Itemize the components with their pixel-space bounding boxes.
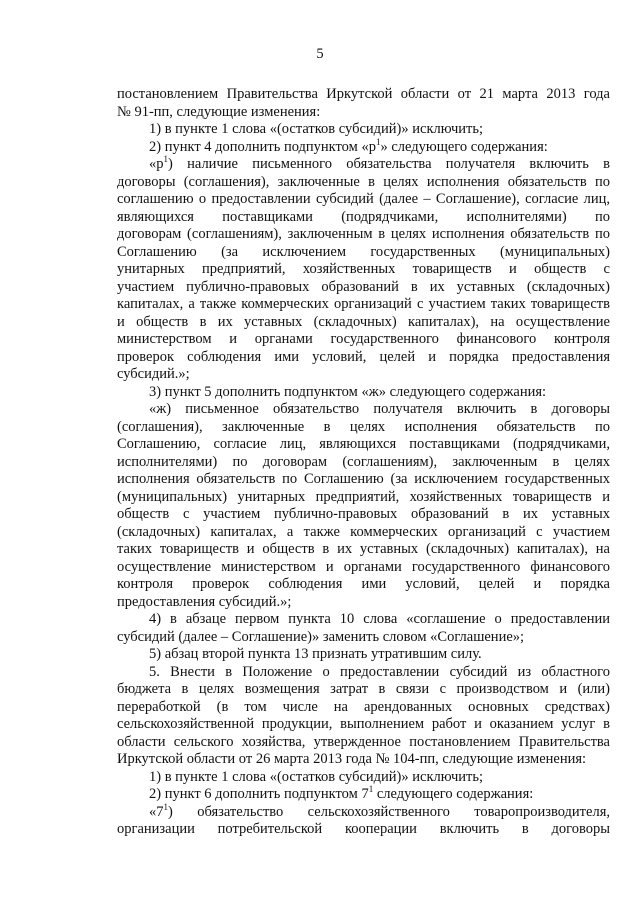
text-line: (складочных) капиталах, а также коммерческих организаций с участием — [117, 523, 610, 540]
text-line: «$7^1$) обязательство сельскохозяйственного товаропроизводителя, — [149, 801, 610, 820]
text-line: переработкой (в том числе на арендованных основных средствах) — [117, 698, 610, 715]
text-line: Соглашению (за исключением государственных (муниципальных) — [117, 243, 610, 260]
text-line: Соглашению, согласие лиц, являющихся поставщиками (подрядчиками, — [117, 436, 610, 452]
text-line: контроля проверок соблюдения ими условий, целей и порядка — [117, 576, 610, 592]
text-line: обществ с участием публично-правовых образований в их уставных — [117, 506, 610, 522]
text-line: № 91-пп, следующие изменения: — [117, 103, 321, 120]
text-line: предоставления субсидий.»; — [117, 593, 292, 610]
text-line: (муниципальных) унитарных предприятий, хозяйственных товариществ и — [117, 488, 610, 505]
text-line: Иркутской области от 26 марта 2013 года № 104-пп, следующие изменения: — [117, 751, 587, 767]
text-line: субсидий.»; — [117, 366, 190, 382]
text-line: договорам (соглашениям), заключенным в целях исполнения обязательств по — [117, 226, 610, 242]
text-line: осуществление министерством и органами государственного финансового — [117, 558, 610, 575]
superscript: 1 — [375, 136, 381, 147]
text-line: участием публично-правовых образований в их уставных (складочных) — [117, 278, 610, 295]
text-line: 1) в пункте 1 слова «(остатков субсидий)» исключить; — [149, 768, 484, 785]
text-line: 1) в пункте 1 слова «(остатков субсидий)» исключить; — [149, 121, 484, 137]
text-line: бюджета в целях возмещения затрат в связи с производством и (или) — [117, 681, 610, 697]
superscript: 1 — [163, 801, 168, 812]
text-line: 4) в абзаце первом пункта 10 слова «соглашение о предоставлении — [149, 611, 610, 627]
text-line: «$р^1$) наличие письменного обязательства получателя включить в — [149, 154, 610, 172]
text-line: субсидий (далее – Соглашение)» заменить словом «Соглашение»; — [117, 628, 525, 645]
text-line: области сельского хозяйства, утвержденное постановлением Правительства — [117, 733, 610, 750]
text-line: таких товариществ и обществ в их уставных (складочных) капиталах), на — [117, 541, 610, 557]
text-line: являющихся поставщиками (подрядчиками, исполнителями) по — [117, 208, 610, 225]
text-line: 2) пункт 4 дополнить подпунктом «$р^1$» следующего содержания: — [149, 136, 548, 155]
text-line: унитарных предприятий, хозяйственных товариществ и обществ с — [117, 261, 610, 277]
text-line: 5) абзац второй пункта 13 признать утратившим силу. — [149, 646, 482, 662]
text-line: договоры (соглашения), заключенные в целях исполнения обязательств по — [117, 173, 610, 190]
text-line: 2) пункт 6 дополнить подпунктом $7^1$ следующего содержания: — [149, 784, 534, 802]
text-line: 5. Внести в Положение о предоставлении субсидий из областного — [149, 663, 610, 680]
text-line: исполнения обязательств по Соглашению (за исключением государственных — [117, 471, 610, 487]
text-line: и обществ в их уставных (складочных) капиталах), на осуществление — [117, 313, 610, 330]
document-body — [117, 86, 610, 839]
text-line: организации потребительской кооперации включить в договоры — [117, 821, 610, 837]
text-line: сельскохозяйственной продукции, выполнением работ и оказанием услуг в — [117, 716, 610, 732]
superscript: 1 — [368, 784, 374, 795]
page-number: 5 — [316, 46, 324, 62]
text-line: постановлением Правительства Иркутской области от 21 марта 2013 года — [117, 86, 610, 102]
text-line: (соглашения), заключенные в целях исполнения обязательств по — [117, 418, 610, 435]
text-line: соглашению о предоставлении субсидий (далее – Соглашение), согласие лиц, — [117, 191, 610, 207]
text-line: 3) пункт 5 дополнить подпунктом «ж» следующего содержания: — [149, 383, 547, 400]
text-line: исполнителями) по договорам (соглашениям), заключенным в целях — [117, 453, 610, 470]
superscript: 1 — [163, 154, 168, 165]
text-line: министерством и органами государственного финансового контроля — [117, 331, 610, 347]
text-line: капиталах, а также коммерческих организаций с участием таких товариществ — [117, 296, 610, 312]
text-line: «ж) письменное обязательство получателя включить в договоры — [149, 401, 610, 417]
text-line: проверок соблюдения ими условий, целей и порядка предоставления — [117, 348, 610, 365]
